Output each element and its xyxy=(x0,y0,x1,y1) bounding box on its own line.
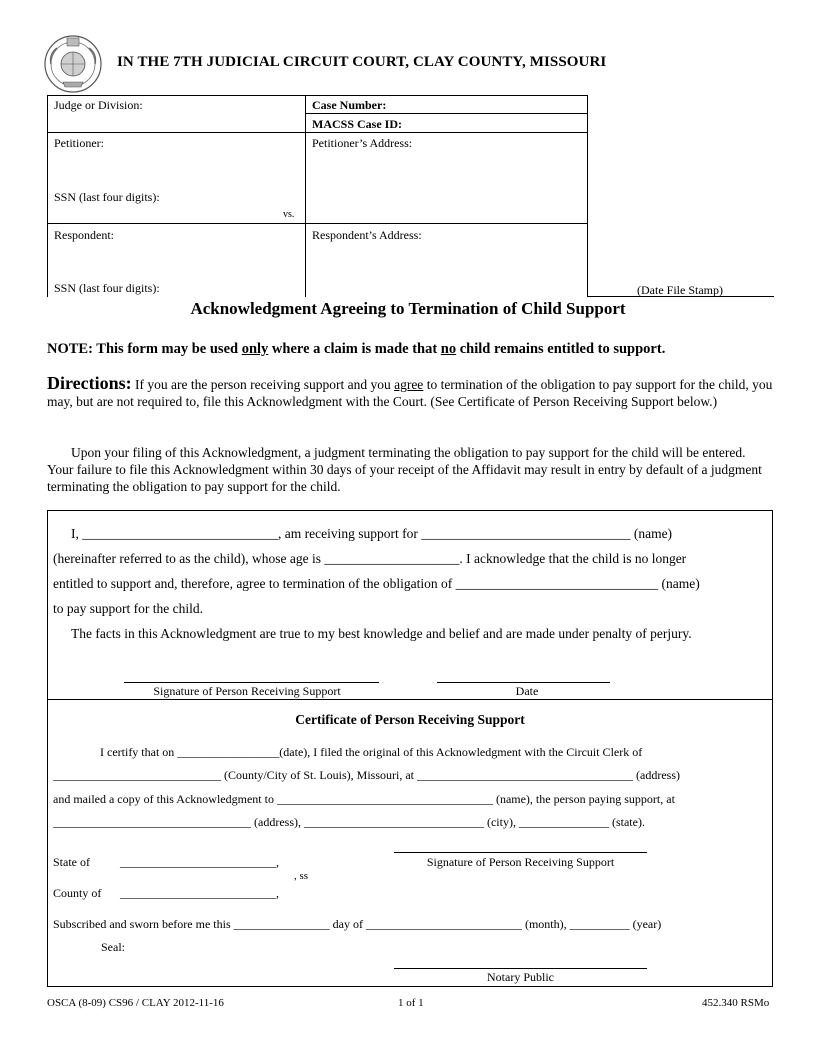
note-prefix: NOTE: This form may be used xyxy=(47,341,242,357)
cert-line-4: _________________________________ (address), ______________________________ (city), _______________ (state). xyxy=(53,815,645,829)
directions-text-b: to termination of the obligation to pay support for the child, you may, but are not required to, file this Acknowledgment with the Court. (See Certificate of Person Receiving Support below.) xyxy=(47,377,773,409)
date-file-stamp-label: (Date File Stamp) xyxy=(637,283,723,297)
box-divider xyxy=(47,699,773,700)
notary-public-label: Notary Public xyxy=(487,970,554,984)
case-number-label: Case Number: xyxy=(312,98,387,112)
directions-paragraph xyxy=(47,375,773,410)
missouri-seal-icon xyxy=(43,34,103,94)
seal-label: Seal: xyxy=(101,940,125,954)
vs-label: vs. xyxy=(283,209,295,220)
certificate-title: Certificate of Person Receiving Support xyxy=(295,712,525,727)
respondent-label: Respondent: xyxy=(54,228,114,242)
subscribed-sworn-line: Subscribed and sworn before me this ________________ day of __________________________ (month), __________ (year) xyxy=(53,917,662,931)
petitioner-address-label: Petitioner’s Address: xyxy=(312,136,413,150)
ack-signature-label: Signature of Person Receiving Support xyxy=(153,684,341,698)
macss-case-id-label: MACSS Case ID: xyxy=(312,117,402,131)
ack-date-line xyxy=(437,682,610,683)
directions-text-a: If you are the person receiving support and you xyxy=(131,377,395,392)
note-no-emphasis: no xyxy=(440,341,457,357)
petitioner-ssn-label: SSN (last four digits): xyxy=(54,190,160,204)
respondent-address-label: Respondent’s Address: xyxy=(312,228,422,242)
ack-line-4: to pay support for the child. xyxy=(53,601,203,616)
respondent-ssn-label: SSN (last four digits): xyxy=(54,281,160,295)
ack-signature-line xyxy=(124,682,379,683)
cert-line-2: ____________________________ (County/City of St. Louis), Missouri, at ____________________________________ (address) xyxy=(53,768,680,782)
ack-line-3: entitled to support and, therefore, agree to termination of the obligation of ______________________________ (name) xyxy=(53,576,700,591)
case-caption-box xyxy=(47,95,588,297)
directions-agree-emphasis: agree xyxy=(394,377,424,392)
ack-line-1: I, _____________________________, am receiving support for _______________________________ (name) xyxy=(71,526,673,541)
filing-paragraph: Upon your filing of this Acknowledgment, a judgment terminating the obligation to pay support for the child will be entered. Your failure to file this Acknowledgment within 30 days of your receipt of the Affidavit may result in entry by default of a judgment terminating the obligation to pay support for the child. xyxy=(47,445,762,494)
footer-form-id: OSCA (8-09) CS96 / CLAY 2012-11-16 xyxy=(47,997,224,1009)
footer-statute: 452.340 RSMo xyxy=(702,997,770,1009)
county-of-blank: __________________________, xyxy=(120,886,279,900)
document-title: Acknowledgment Agreeing to Termination of Child Support xyxy=(190,299,626,318)
cert-line-1: I certify that on _________________(date), I filed the original of this Acknowledgment with the Circuit Clerk of xyxy=(100,745,643,759)
court-title: IN THE 7TH JUDICIAL CIRCUIT COURT, CLAY COUNTY, MISSOURI xyxy=(117,54,607,70)
footer-page-number: 1 of 1 xyxy=(398,997,424,1009)
ack-date-label: Date xyxy=(515,684,539,698)
cert-signature-line xyxy=(394,852,647,853)
petitioner-label: Petitioner: xyxy=(54,136,104,150)
cert-signature-label: Signature of Person Receiving Support xyxy=(426,855,615,869)
ss-label: , ss xyxy=(294,870,309,882)
ack-line-5: The facts in this Acknowledgment are true to my best knowledge and belief and are made under penalty of perjury. xyxy=(71,626,692,641)
state-of-label: State of xyxy=(53,855,90,869)
note-middle: where a claim is made that xyxy=(268,341,441,357)
notary-signature-line xyxy=(394,968,647,969)
note-text xyxy=(47,341,665,358)
judge-division-label: Judge or Division: xyxy=(54,98,143,112)
cert-line-3: and mailed a copy of this Acknowledgment to ____________________________________ (name), the person paying support, at xyxy=(53,792,675,806)
note-suffix: child remains entitled to support. xyxy=(456,341,666,357)
ack-line-2: (hereinafter referred to as the child), whose age is ____________________. I acknowledge that the child is no longer xyxy=(53,551,687,566)
note-only-emphasis: only xyxy=(241,341,269,357)
county-of-label: County of xyxy=(53,886,102,900)
state-of-blank: __________________________, xyxy=(120,855,279,869)
directions-heading: Directions: xyxy=(47,373,132,393)
